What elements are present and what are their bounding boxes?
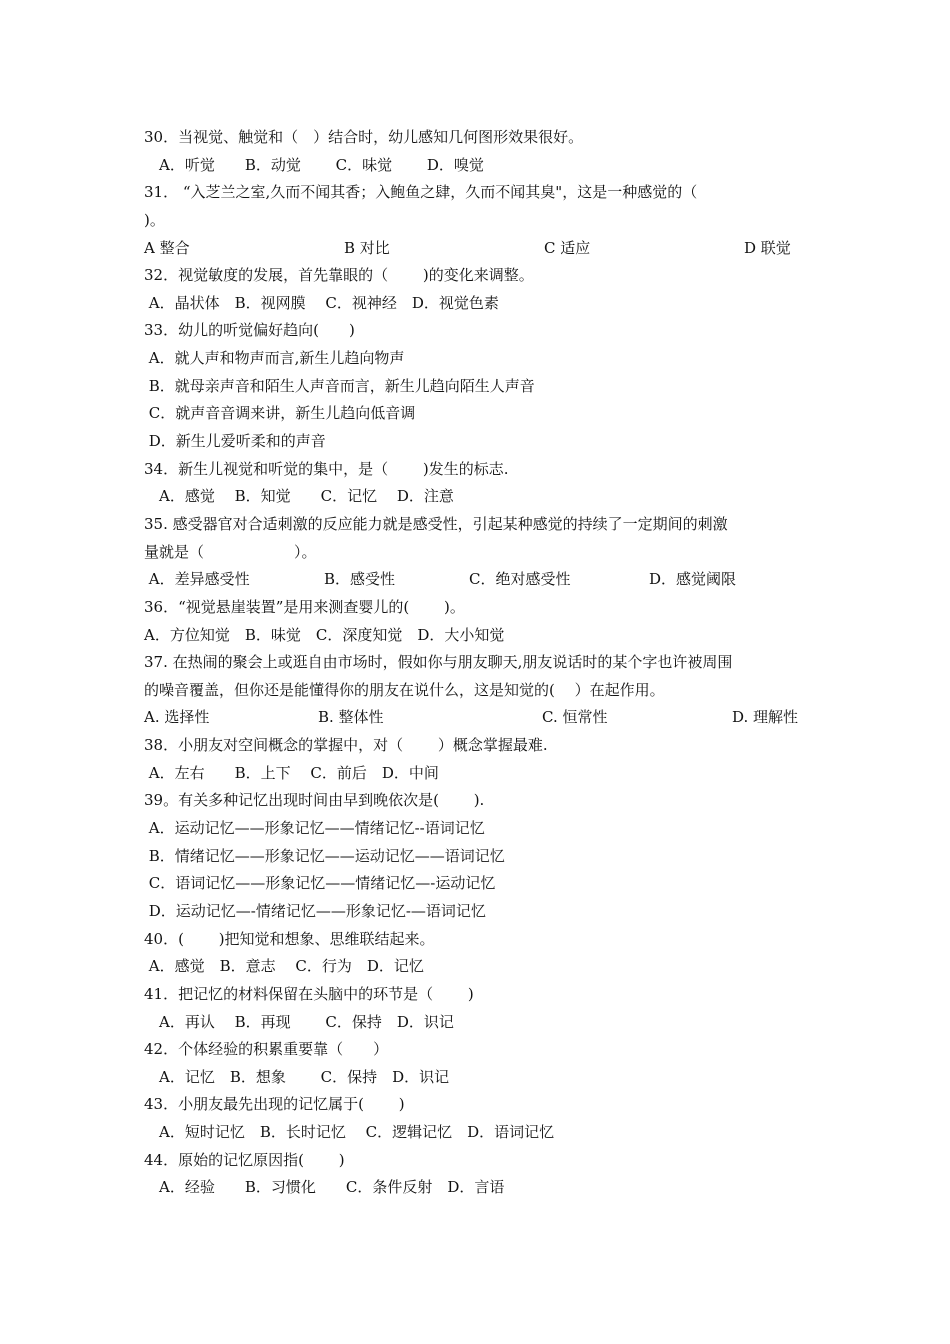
option: A 整合 — [144, 238, 190, 257]
question-41: 41．把记忆的材料保留在头脑中的环节是（ ) — [144, 984, 474, 1003]
question-35-options — [144, 566, 824, 594]
question-list — [144, 124, 824, 1202]
question-30-options: A．听觉 B．动觉 C．味觉 D．嗅觉 — [144, 155, 484, 174]
question-44-options: A．经验 B．习惯化 C．条件反射 D．言语 — [144, 1178, 505, 1197]
option: B. 整体性 — [318, 708, 384, 727]
question-39: 39。有关多种记忆出现时间由早到晚依次是( ). — [144, 791, 485, 810]
question-34: 34．新生儿视觉和听觉的集中，是（ )发生的标志. — [144, 459, 509, 478]
question-44: 44．原始的记忆原因指( ) — [144, 1150, 345, 1169]
question-30: 30．当视觉、触觉和（ ）结合时，幼儿感知几何图形效果很好。 — [144, 128, 584, 146]
option: D 联觉 — [744, 238, 791, 257]
question-39-option-c: C．语词记忆——形象记忆——情绪记忆—-运动记忆 — [144, 874, 496, 893]
question-42-options: A．记忆 B．想象 C．保持 D．识记 — [144, 1067, 450, 1086]
question-32: 32．视觉敏度的发展，首先靠眼的（ )的变化来调整。 — [144, 266, 534, 285]
question-31: 31． “入芝兰之室,久而不闻其香；入鲍鱼之肆，久而不闻其臭"，这是一种感觉的（ — [144, 183, 698, 202]
question-43: 43．小朋友最先出现的记忆属于( ) — [144, 1095, 405, 1114]
option: B 对比 — [344, 238, 390, 257]
question-40: 40．( )把知觉和想象、思维联结起来。 — [144, 929, 435, 948]
question-37: 37. 在热闹的聚会上或逛自由市场时，假如你与朋友聊天,朋友说话时的某个字也许被周围 — [144, 653, 733, 672]
question-33-option-c: C．就声音音调来讲，新生儿趋向低音调 — [144, 404, 416, 423]
question-33: 33．幼儿的听觉偏好趋向( ) — [144, 321, 355, 340]
question-35: 35. 感受器官对合适刺激的反应能力就是感受性，引起某种感觉的持续了一定期间的刺激 — [144, 514, 728, 533]
option: C．绝对感受性 — [469, 570, 571, 589]
question-39-option-b: B．情绪记忆——形象记忆——运动记忆——语词记忆 — [144, 846, 505, 865]
question-31-options — [144, 235, 824, 263]
option: C. 恒常性 — [542, 708, 608, 727]
question-43-options: A．短时记忆 B．长时记忆 C．逻辑记忆 D．语词记忆 — [144, 1123, 555, 1142]
option: A．差异感受性 — [144, 570, 250, 589]
question-38-options: A．左右 B．上下 C．前后 D．中间 — [144, 763, 439, 782]
question-31-continued: )。 — [144, 210, 165, 229]
question-35-continued: 量就是（ ）。 — [144, 542, 317, 561]
question-36-options: A．方位知觉 B．味觉 C．深度知觉 D．大小知觉 — [144, 625, 505, 644]
option: C 适应 — [544, 238, 591, 257]
question-39-option-d: D．运动记忆—-情绪记忆——形象记忆-—语词记忆 — [144, 901, 486, 920]
question-33-option-a: A．就人声和物声而言,新生儿趋向物声 — [144, 349, 405, 368]
question-42: 42．个体经验的积累重要靠（ ） — [144, 1040, 389, 1059]
question-41-options: A．再认 B．再现 C．保持 D．识记 — [144, 1012, 454, 1031]
option: D．感觉阈限 — [649, 570, 737, 589]
option: B．感受性 — [324, 570, 396, 589]
question-32-options: A．晶状体 B．视网膜 C．视神经 D．视觉色素 — [144, 293, 499, 312]
question-37-continued: 的噪音覆盖，但你还是能懂得你的朋友在说什么，这是知觉的( ）在起作用。 — [144, 680, 665, 699]
question-33-option-b: B．就母亲声音和陌生人声音而言，新生儿趋向陌生人声音 — [144, 376, 535, 395]
question-38: 38．小朋友对空间概念的掌握中，对（ ）概念掌握最难. — [144, 736, 548, 755]
question-36: 36．“视觉悬崖装置”是用来测查婴儿的( )。 — [144, 597, 465, 616]
question-40-options: A．感觉 B．意志 C．行为 D．记忆 — [144, 957, 424, 976]
question-39-option-a: A．运动记忆——形象记忆——情绪记忆--语词记忆 — [144, 819, 485, 838]
option: A. 选择性 — [144, 708, 210, 727]
option: D. 理解性 — [732, 708, 799, 727]
question-37-options — [144, 704, 824, 732]
question-34-options: A．感觉 B．知觉 C．记忆 D．注意 — [144, 487, 454, 506]
question-33-option-d: D．新生儿爱听柔和的声音 — [144, 432, 326, 451]
